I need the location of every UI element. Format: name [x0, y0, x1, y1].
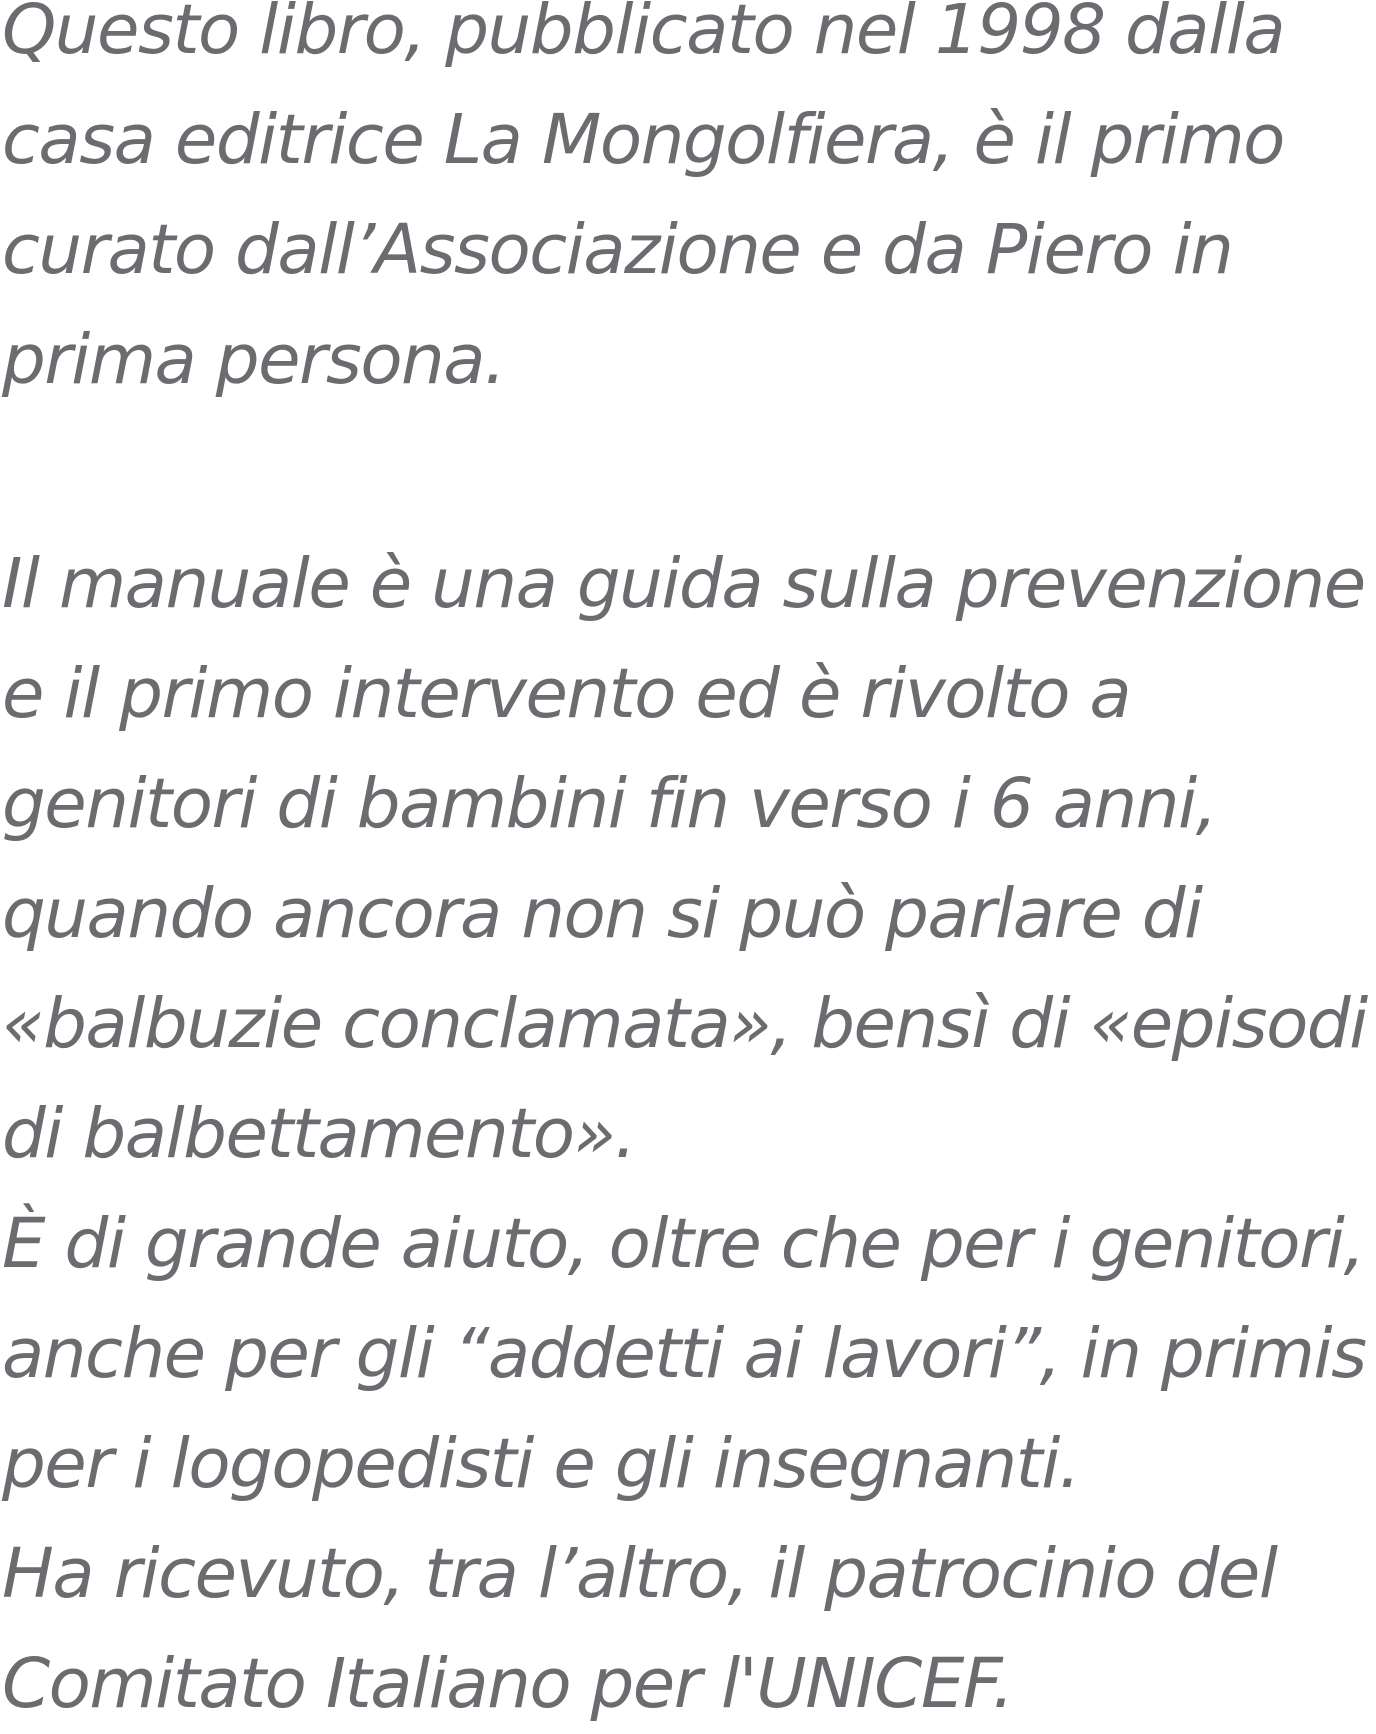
text-line: Comitato Italiano per l'UNICEF. [2, 1644, 1013, 1724]
text-line: casa editrice La Mongolfiera, è il primo [2, 100, 1284, 180]
paragraph-description [2, 529, 1372, 1734]
text-line: «balbuzie conclamata», bensì di «episodi [2, 984, 1367, 1064]
text-line: per i logopedisti e gli insegnanti. [2, 1424, 1080, 1504]
text-line: Ha ricevuto, tra l’altro, il patrocinio del [2, 1534, 1277, 1614]
text-line: quando ancora non si può parlare di [2, 874, 1202, 954]
text-line: e il primo intervento ed è rivolto a [2, 654, 1131, 734]
text-line: di balbettamento». [2, 1094, 635, 1174]
paragraph-intro [2, 0, 1372, 415]
text-line: È di grande aiuto, oltre che per i genitori, [2, 1204, 1364, 1284]
text-line: prima persona. [2, 320, 505, 400]
text-line: genitori di bambini fin verso i 6 anni, [2, 764, 1217, 844]
text-line: Il manuale è una guida sulla prevenzione [2, 544, 1365, 624]
text-line: anche per gli “addetti ai lavori”, in primis [2, 1314, 1366, 1394]
text-line: Questo libro, pubblicato nel 1998 dalla [2, 0, 1285, 70]
text-line: curato dall’Associazione e da Piero in [2, 210, 1233, 290]
